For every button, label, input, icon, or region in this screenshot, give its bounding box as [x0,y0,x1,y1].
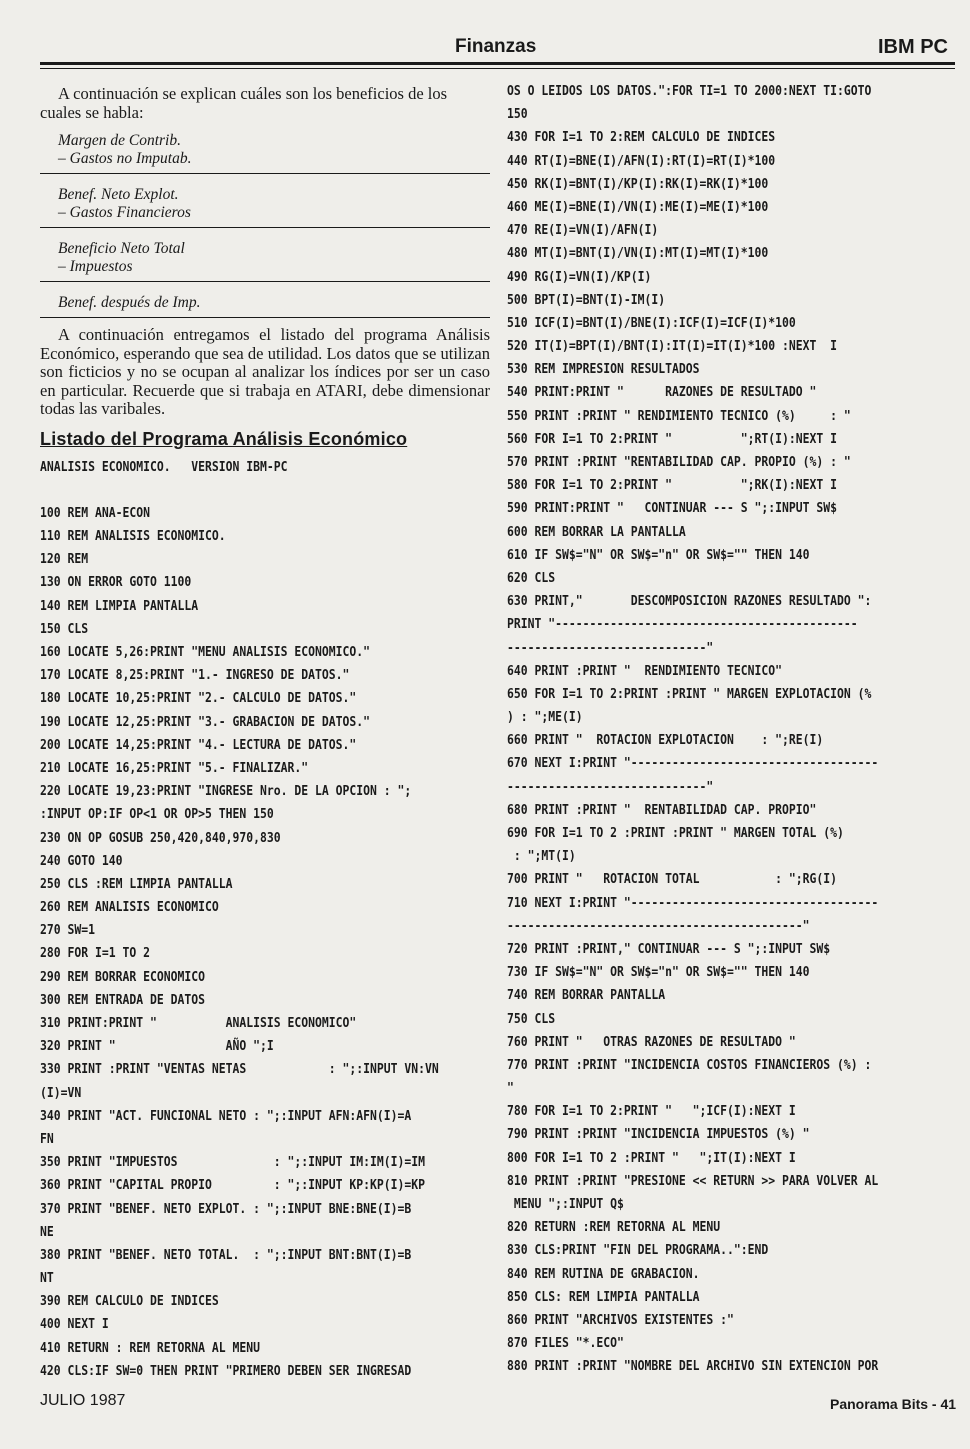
footer-page: Panorama Bits - 41 [830,1396,957,1412]
section-title: Finanzas [455,36,537,57]
code-line: : ";MT(I) [507,848,576,865]
code-line: 750 CLS [507,1010,556,1027]
code-line: 380 PRINT "BENEF. NETO TOTAL. : ";:INPUT BNT:BNT(I)=B [40,1246,412,1263]
code-line: PRINT "-------------------------------------------- [507,616,858,633]
formula-3 [40,240,490,282]
code-line: 810 PRINT :PRINT "PRESIONE << RETURN >> PARA VOLVER AL [507,1172,879,1189]
code-line: 580 FOR I=1 TO 2:PRINT " ";RK(I):NEXT I [507,477,837,494]
footer-date: JULIO 1987 [40,1392,126,1409]
code-line: 390 REM CALCULO DE INDICES [40,1293,219,1310]
code-line: 260 REM ANALISIS ECONOMICO [40,899,219,916]
code-line: 450 RK(I)=BNT(I)/KP(I):RK(I)=RK(I)*100 [507,175,769,192]
formula-4 [40,294,490,318]
code-line: 360 PRINT "CAPITAL PROPIO : ";:INPUT KP:KP(I)=KP [40,1177,425,1194]
code-line: MENU ";:INPUT Q$ [507,1196,624,1212]
code-line: 610 IF SW$="N" OR SW$="n" OR SW$="" THEN 140 [507,546,810,563]
left-column [40,80,490,1383]
intro-text: A continuación se explican cuáles son los beneficios de los cuales se habla: [40,84,448,122]
code-line: 740 REM BORRAR PANTALLA [507,987,666,1004]
code-line: ) : ";ME(I) [507,709,583,726]
code-line: 240 GOTO 140 [40,852,123,869]
code-line: NT [40,1270,54,1287]
code-line: 660 PRINT " ROTACION EXPLOTACION : ";RE(I) [507,732,824,749]
code-line: 350 PRINT "IMPUESTOS : ";:INPUT IM:IM(I)=IM [40,1154,425,1171]
header-rule-thick [40,62,955,65]
code-line: (I)=VN [40,1084,82,1101]
code-line: 370 PRINT "BENEF. NETO EXPLOT. : ";:INPUT BNE:BNE(I)=B [40,1200,412,1217]
formula-1-line-1: Margen de Contrib. [58,132,181,149]
code-line: 540 PRINT:PRINT " RAZONES DE RESULTADO " [507,384,817,401]
code-line: 430 FOR I=1 TO 2:REM CALCULO DE INDICES [507,129,776,146]
code-line: 570 PRINT :PRINT "RENTABILIDAD CAP. PROPIO (%) : " [507,454,851,470]
code-line: 710 NEXT I:PRINT "------------------------------------ [507,894,879,911]
code-line: 480 MT(I)=BNT(I)/VN(I):MT(I)=MT(I)*100 [507,245,769,262]
code-line: 640 PRINT :PRINT " RENDIMIENTO TECNICO" [507,662,782,679]
code-line: 210 LOCATE 16,25:PRINT "5.- FINALIZAR." [40,759,309,776]
code-line: 270 SW=1 [40,922,96,939]
formula-2 [40,186,490,228]
code-line: 850 CLS: REM LIMPIA PANTALLA [507,1288,700,1305]
code-line: 250 CLS :REM LIMPIA PANTALLA [40,875,233,892]
code-line: 140 REM LIMPIA PANTALLA [40,597,199,614]
code-line: 730 IF SW$="N" OR SW$="n" OR SW$="" THEN 140 [507,964,810,981]
code-line: 200 LOCATE 14,25:PRINT "4.- LECTURA DE DATOS." [40,736,357,753]
code-line: 510 ICF(I)=BNT(I)/BNE(I):ICF(I)=ICF(I)*100 [507,314,796,331]
code-line: 220 LOCATE 19,23:PRINT "INGRESE Nro. DE LA OPCION : "; [40,783,412,800]
code-line: NE [40,1223,54,1240]
code-line: 340 PRINT "ACT. FUNCIONAL NETO : ";:INPUT AFN:AFN(I)=A [40,1107,412,1124]
code-line: 310 PRINT:PRINT " ANALISIS ECONOMICO" [40,1015,357,1031]
code-line: 620 CLS [507,569,556,586]
code-line: 830 CLS:PRINT "FIN DEL PROGRAMA..":END [507,1242,769,1259]
code-line: 700 PRINT " ROTACION TOTAL : ";RG(I) [507,871,837,888]
code-line: 400 NEXT I [40,1316,109,1333]
code-line: 290 REM BORRAR ECONOMICO [40,968,205,985]
code-line: 100 REM ANA-ECON [40,504,151,521]
code-line: -----------------------------" [507,639,714,656]
formula-1 [40,132,490,174]
code-line: 860 PRINT "ARCHIVOS EXISTENTES :" [507,1311,734,1328]
code-line: 120 REM [40,551,89,568]
header-rule-thin [40,68,955,69]
right-column [507,80,957,1379]
code-line: 600 REM BORRAR LA PANTALLA [507,523,686,540]
code-line: 490 RG(I)=VN(I)/KP(I) [507,268,652,285]
body-paragraph: A continuación entregamos el listado del programa Análisis Económico, esperando que sea de utilidad. Los datos que se utilizan son ficticios y no se ocupan al analizar los índices por ser un caso en particular. Recuerde que si trabaja en ATARI, debe dimensionar todas las varibales. [40,325,490,418]
code-line: ANALISIS ECONOMICO. VERSION IBM-PC [40,458,288,475]
code-line: 150 CLS [40,620,89,637]
code-line: OS O LEIDOS LOS DATOS.":FOR TI=1 TO 2000:NEXT TI:GOTO [507,83,872,99]
code-line: 460 ME(I)=BNE(I)/VN(I):ME(I)=ME(I)*100 [507,198,769,215]
code-line: 760 PRINT " OTRAS RAZONES DE RESULTADO " [507,1033,796,1050]
code-line: 880 PRINT :PRINT "NOMBRE DEL ARCHIVO SIN EXTENCION POR [507,1358,879,1375]
code-line: 680 PRINT :PRINT " RENTABILIDAD CAP. PROPIO" [507,801,817,818]
code-line: 320 PRINT " AÑO ";I [40,1038,274,1055]
formula-1-line-2: – Gastos no Imputab. [58,150,192,167]
code-line: 840 REM RUTINA DE GRABACION. [507,1265,700,1282]
page-header [0,0,970,72]
code-listing-left [40,456,439,1384]
code-line: 130 ON ERROR GOTO 1100 [40,574,192,591]
code-line: 410 RETURN : REM RETORNA AL MENU [40,1339,261,1356]
code-line: 630 PRINT," DESCOMPOSICION RAZONES RESULTADO ": [507,593,872,610]
code-line: 180 LOCATE 10,25:PRINT "2.- CALCULO DE DATOS." [40,690,357,707]
code-line: -----------------------------" [507,778,714,795]
code-line: 420 CLS:IF SW=0 THEN PRINT "PRIMERO DEBEN SER INGRESAD [40,1362,412,1379]
code-line: 160 LOCATE 5,26:PRINT "MENU ANALISIS ECONOMICO." [40,644,370,660]
code-line: 790 PRINT :PRINT "INCIDENCIA IMPUESTOS (%) " [507,1126,810,1143]
code-line: 800 FOR I=1 TO 2 :PRINT " ";IT(I):NEXT I [507,1149,796,1166]
listing-title: Listado del Programa Análisis Económico [40,428,408,449]
code-line [40,479,418,502]
code-line: 280 FOR I=1 TO 2 [40,945,151,962]
formula-4-line-1: Benef. después de Imp. [58,294,201,311]
code-line: 520 IT(I)=BPT(I)/BNT(I):IT(I)=IT(I)*100 :NEXT I [507,338,837,355]
code-line: 110 REM ANALISIS ECONOMICO. [40,528,226,545]
code-line: -------------------------------------------" [507,917,810,934]
code-line: 230 ON OP GOSUB 250,420,840,970,830 [40,829,281,846]
formula-block [40,132,490,318]
code-line: 690 FOR I=1 TO 2 :PRINT :PRINT " MARGEN TOTAL (%) [507,825,844,841]
code-line: 500 BPT(I)=BNT(I)-IM(I) [507,291,666,308]
formula-3-line-2: – Impuestos [58,258,133,275]
code-line: 670 NEXT I:PRINT "------------------------------------ [507,755,879,772]
code-line: 560 FOR I=1 TO 2:PRINT " ";RT(I):NEXT I [507,430,837,447]
code-line: 330 PRINT :PRINT "VENTAS NETAS : ";:INPUT VN:VN [40,1061,439,1078]
code-line: " [507,1080,514,1097]
code-line: 170 LOCATE 8,25:PRINT "1.- INGRESO DE DATOS." [40,667,350,684]
code-line: 470 RE(I)=VN(I)/AFN(I) [507,222,659,239]
formula-2-line-2: – Gastos Financieros [58,204,191,221]
code-line: 780 FOR I=1 TO 2:PRINT " ";ICF(I):NEXT I [507,1103,796,1120]
code-listing-right [507,80,885,1379]
code-line: FN [40,1130,54,1147]
code-line: 650 FOR I=1 TO 2:PRINT :PRINT " MARGEN EXPLOTACION (% [507,685,872,702]
formula-3-line-1: Beneficio Neto Total [58,240,185,257]
brand-label: IBM PC [878,36,948,58]
code-line: 870 FILES "*.ECO" [507,1335,624,1352]
code-line: :INPUT OP:IF OP<1 OR OP>5 THEN 150 [40,806,274,823]
code-line: 530 REM IMPRESION RESULTADOS [507,361,700,378]
formula-2-line-1: Benef. Neto Explot. [58,186,179,203]
code-line: 770 PRINT :PRINT "INCIDENCIA COSTOS FINANCIEROS (%) : [507,1056,879,1073]
code-line: 300 REM ENTRADA DE DATOS [40,991,205,1008]
code-line: 590 PRINT:PRINT " CONTINUAR --- S ";:INPUT SW$ [507,500,837,517]
code-line: 440 RT(I)=BNE(I)/AFN(I):RT(I)=RT(I)*100 [507,152,776,169]
code-line: 550 PRINT :PRINT " RENDIMIENTO TECNICO (%) : " [507,407,851,424]
code-line: 150 [507,106,528,123]
code-line: 820 RETURN :REM RETORNA AL MENU [507,1219,721,1236]
code-line: 190 LOCATE 12,25:PRINT "3.- GRABACION DE DATOS." [40,713,370,730]
code-line: 720 PRINT :PRINT," CONTINUAR --- S ";:INPUT SW$ [507,940,831,957]
